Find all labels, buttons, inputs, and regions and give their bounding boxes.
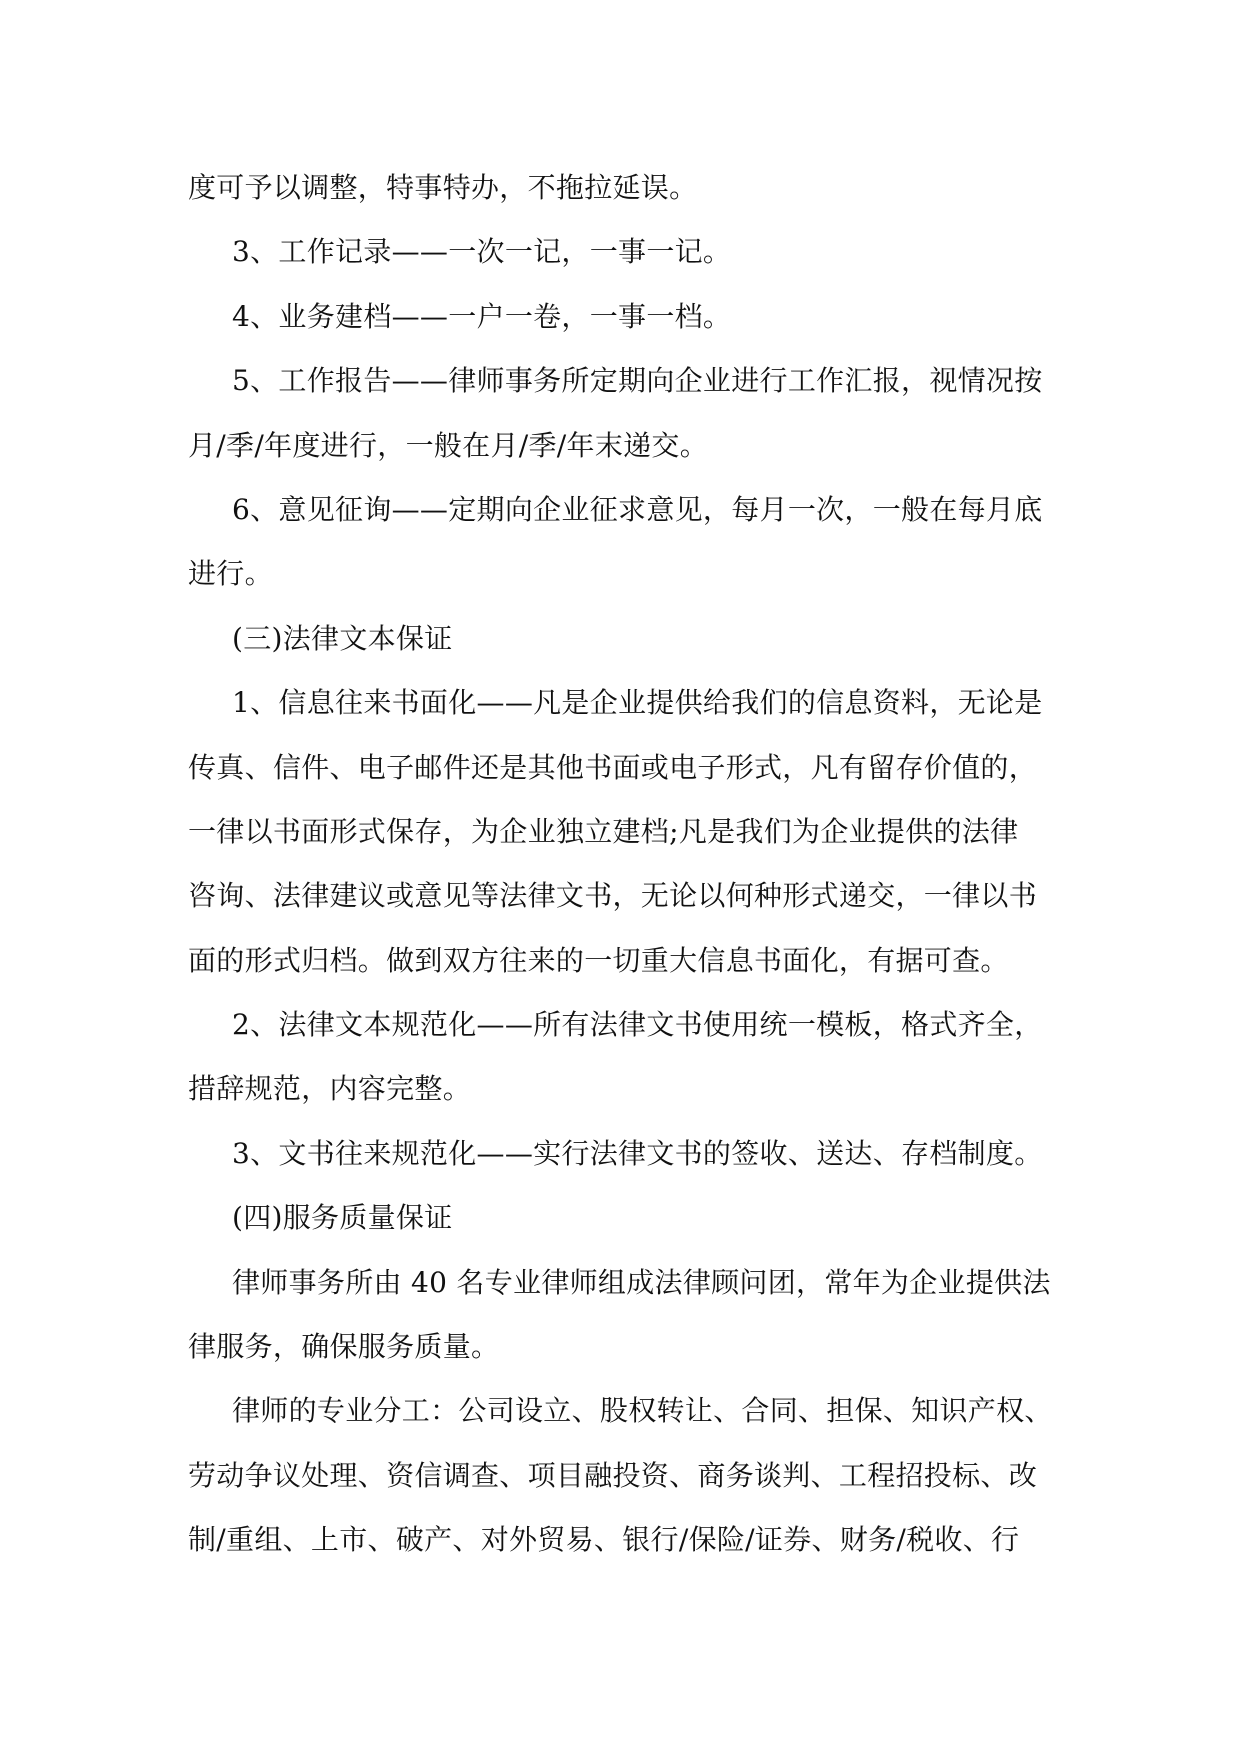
text-line: 4、业务建档——一户一卷，一事一档。 <box>232 299 732 333</box>
text-line: 律服务，确保服务质量。 <box>188 1330 500 1364</box>
text-line: 6、意见征询——定期向企业征求意见，每月一次，一般在每月底 <box>232 492 1043 526</box>
text-line: 3、文书往来规范化——实行法律文书的签收、送达、存档制度。 <box>232 1136 1043 1170</box>
text-line: 面的形式归档。做到双方往来的一切重大信息书面化，有据可查。 <box>188 943 1009 977</box>
text-line: 进行。 <box>188 557 273 591</box>
text-line: 一律以书面形式保存，为企业独立建档;凡是我们为企业提供的法律 <box>188 814 1019 848</box>
section-heading: (三)法律文本保证 <box>232 621 453 655</box>
text-line: 制/重组、上市、破产、对外贸易、银行/保险/证券、财务/税收、行 <box>188 1523 1020 1557</box>
text-line: 咨询、法律建议或意见等法律文书，无论以何种形式递交，一律以书 <box>188 879 1038 913</box>
section-heading: (四)服务质量保证 <box>232 1201 453 1235</box>
text-line: 律师的专业分工：公司设立、股权转让、合同、担保、知识产权、 <box>232 1394 1053 1428</box>
text-line: 3、工作记录——一次一记，一事一记。 <box>232 235 732 269</box>
text-line: 劳动争议处理、资信调查、项目融投资、商务谈判、工程招投标、改 <box>188 1458 1038 1492</box>
text-line: 律师事务所由 40 名专业律师组成法律顾问团，常年为企业提供法 <box>232 1265 1051 1299</box>
document-body <box>188 156 1064 1573</box>
text-line: 度可予以调整，特事特办，不拖拉延误。 <box>188 171 698 204</box>
text-line: 月/季/年度进行，一般在月/季/年末递交。 <box>188 428 709 462</box>
text-line: 5、工作报告——律师事务所定期向企业进行工作汇报，视情况按 <box>232 364 1043 398</box>
text-line: 措辞规范，内容完整。 <box>188 1072 472 1106</box>
text-line: 传真、信件、电子邮件还是其他书面或电子形式，凡有留存价值的， <box>188 750 1038 784</box>
text-line: 2、法律文本规范化——所有法律文书使用统一模板，格式齐全， <box>232 1008 1043 1042</box>
text-line: 1、信息往来书面化——凡是企业提供给我们的信息资料，无论是 <box>232 686 1043 720</box>
